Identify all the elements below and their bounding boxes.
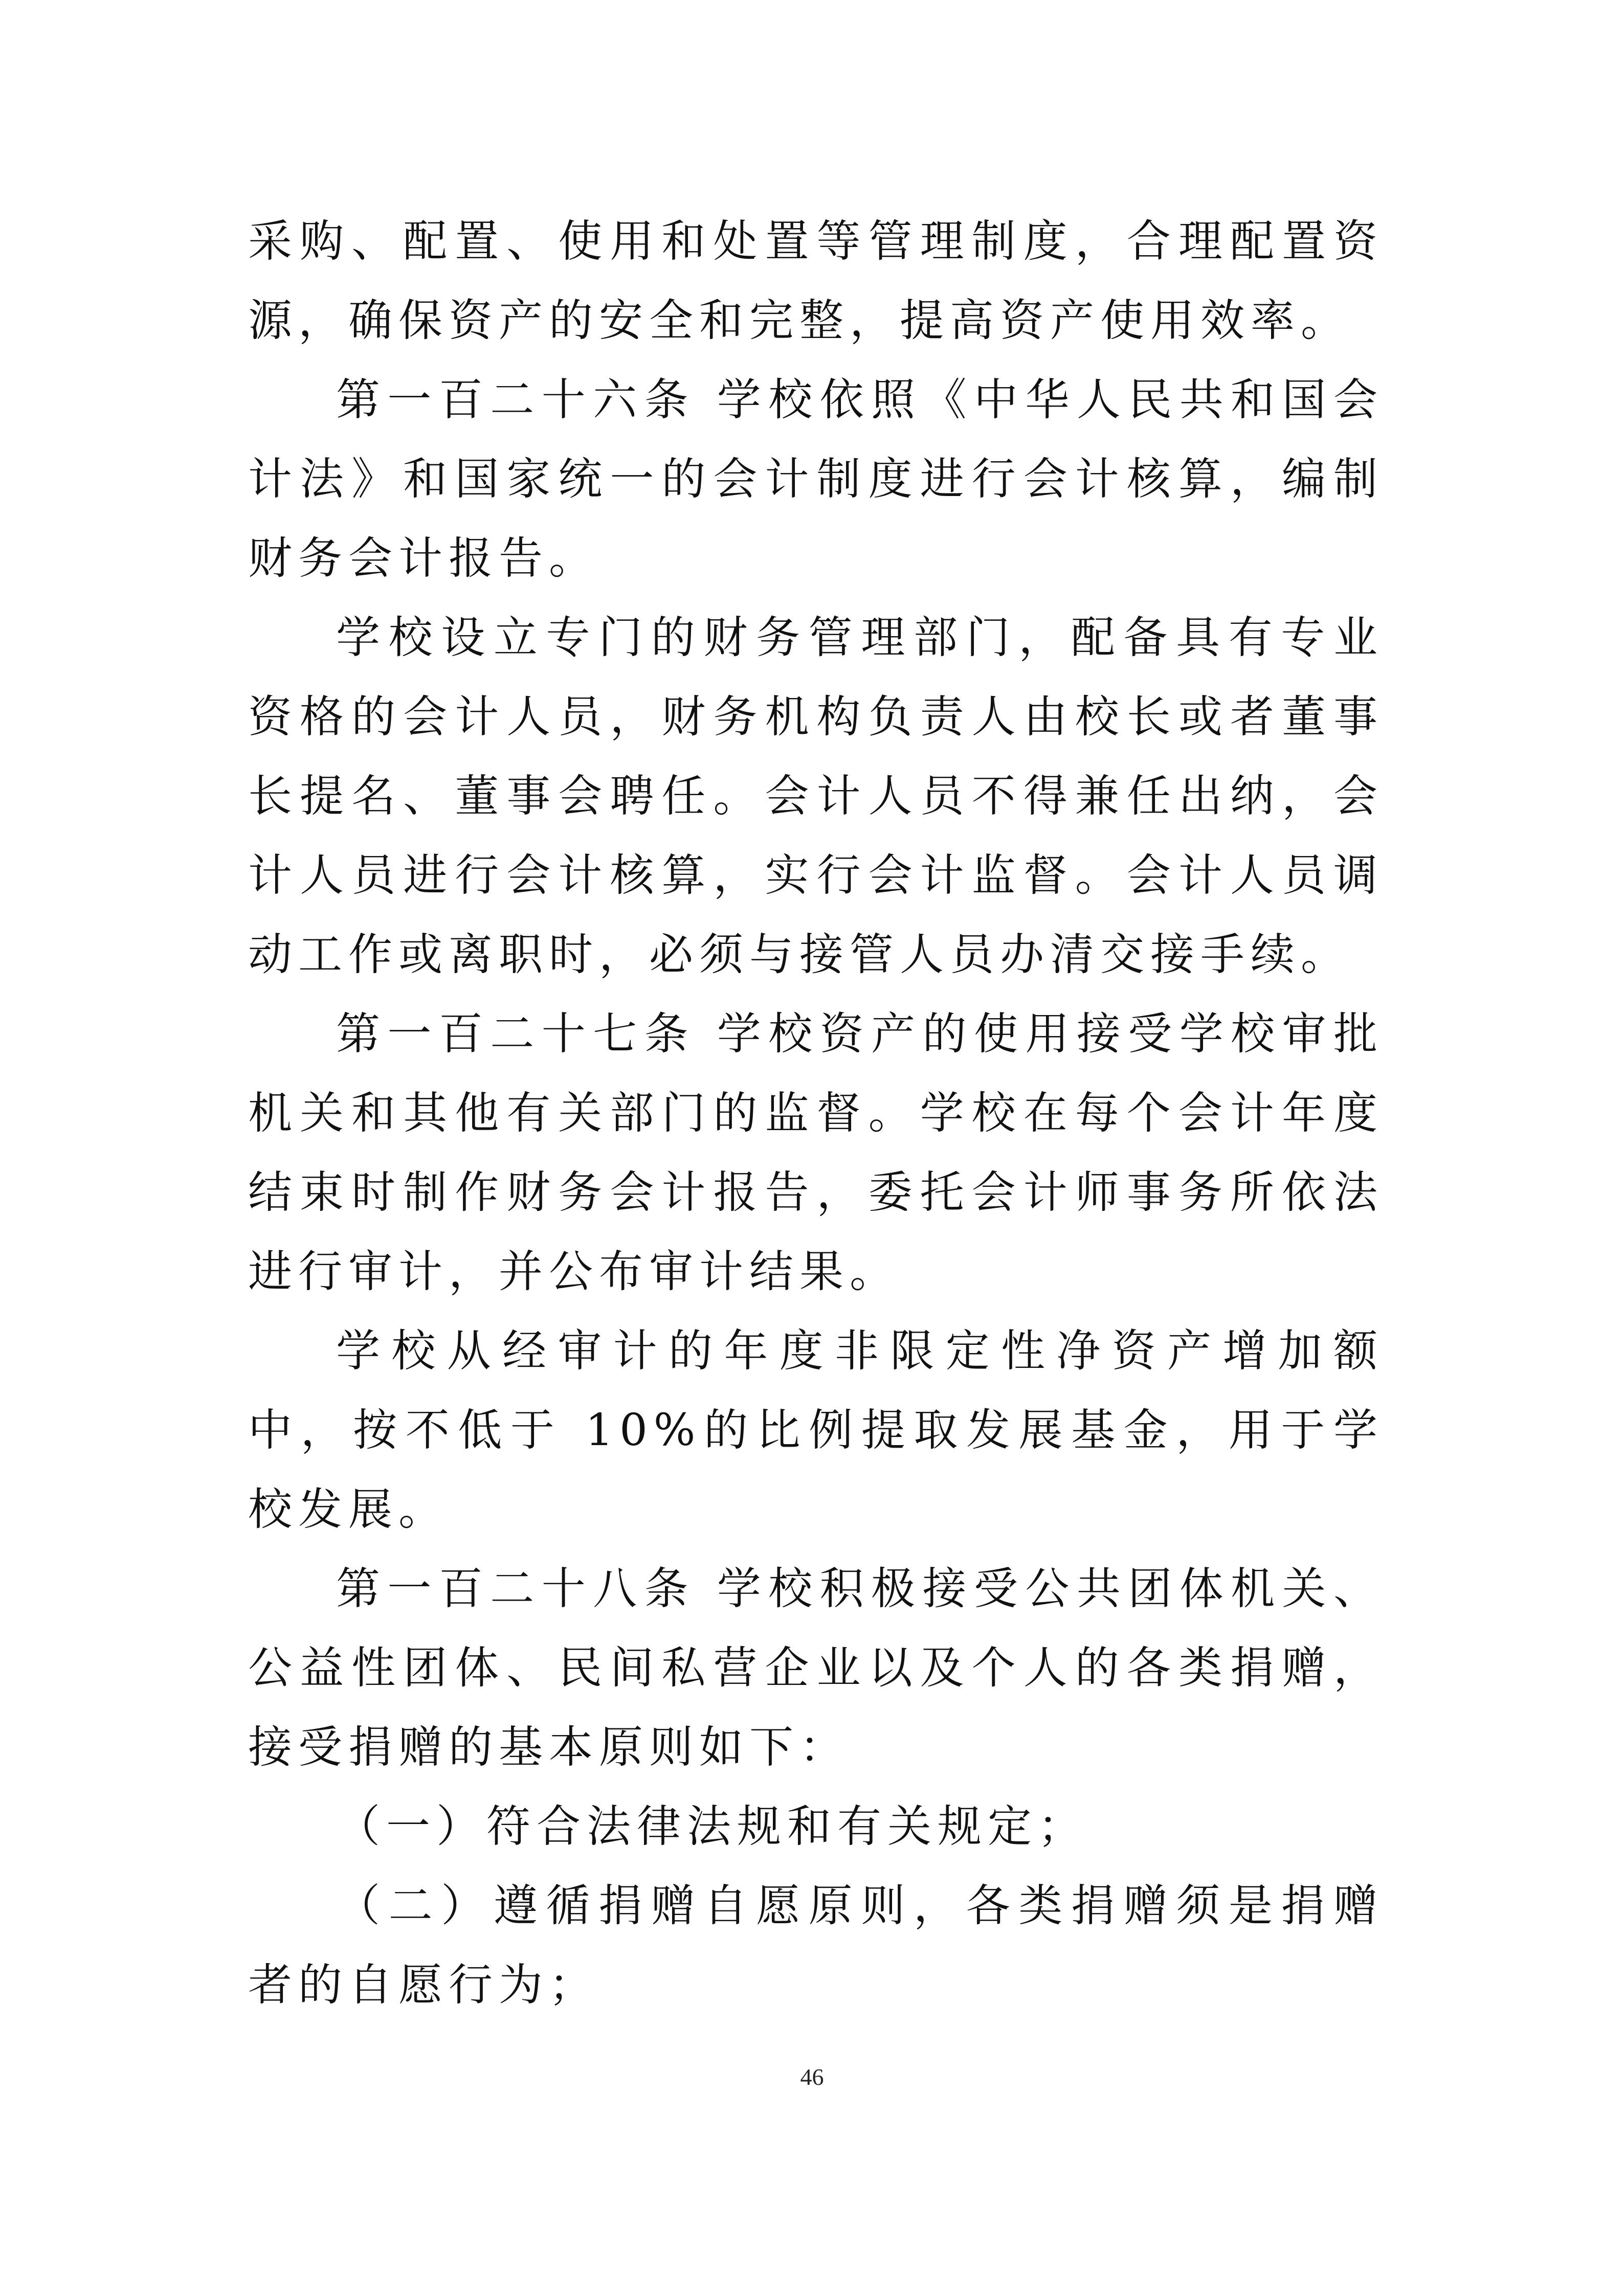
page-number: 46 [800,2064,824,2090]
paragraph-finance-department: 学校设立专门的财务管理部门，配备具有专业资格的会计人员，财务机构负责人由校长或者董事长提名、董事会聘任。会计人员不得兼任出纳，会计人员进行会计核算，实行会计监督。会计人员调动工作或离职时，必须与接管人员办清交接手续。 [248,612,1384,980]
paragraph-article-126: 第一百二十六条 学校依照《中华人民共和国会计法》和国家统一的会计制度进行会计核算，编制财务会计报告。 [248,374,1384,584]
paragraph-article-127: 第一百二十七条 学校资产的使用接受学校审批机关和其他有关部门的监督。学校在每个会计年度结束时制作财务会计报告，委托会计师事务所依法进行审计，并公布审计结果。 [248,1008,1384,1297]
paragraph-development-fund: 学校从经审计的年度非限定性净资产增加额中，按不低于 10%的比例提取发展基金，用于学校发展。 [248,1325,1384,1535]
list-item-2: （二）遵循捐赠自愿原则，各类捐赠须是捐赠者的自愿行为； [248,1880,1384,2011]
list-item-1: （一）符合法律法规和有关规定； [336,1801,1088,1852]
page-body [248,202,1384,2025]
paragraph-continuation: 采购、配置、使用和处置等管理制度，合理配置资源，确保资产的安全和完整，提高资产使用效率。 [248,216,1384,346]
paragraph-article-128: 第一百二十八条 学校积极接受公共团体机关、公益性团体、民间私营企业以及个人的各类捐赠，接受捐赠的基本原则如下： [248,1563,1384,1773]
